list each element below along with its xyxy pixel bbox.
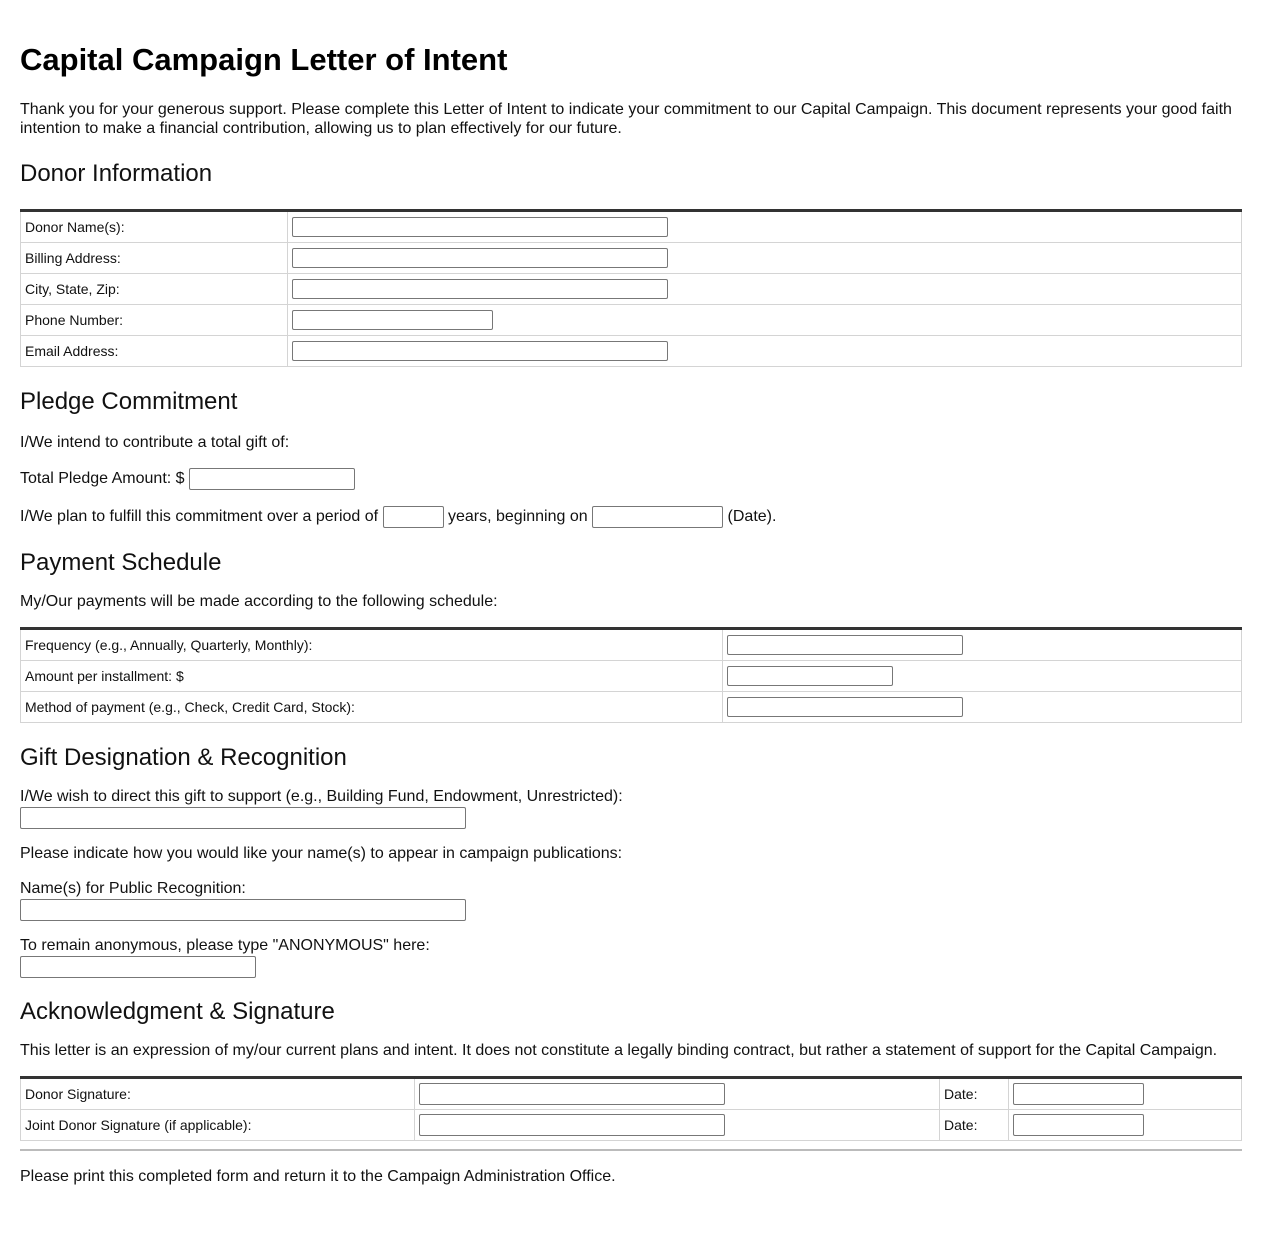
payment-schedule-intro: My/Our payments will be made according to the following schedule: [20,593,498,610]
footer-text: Please print this completed form and return it to the Campaign Administration Office. [20,1168,616,1185]
gift-designation-heading: Gift Designation & Recognition [20,744,347,771]
acknowledgment-text: This letter is an expression of my/our current plans and intent. It does not constitute a legally binding contract, but rather a statement of support for the Capital Campaign. [20,1042,1218,1059]
donor-name-label: Donor Name(s): [21,211,288,243]
pledge-commitment-heading: Pledge Commitment [20,388,238,415]
pledge-intro-text: I/We intend to contribute a total gift of: [20,434,290,451]
pledge-period-prefix: I/We plan to fulfill this commitment over a period of [20,508,379,525]
billing-address-field[interactable] [292,248,668,268]
table-row [21,629,1242,661]
donor-signature-label: Donor Signature: [21,1078,415,1110]
donor-information-heading: Donor Information [20,160,213,187]
pledge-years-field[interactable] [383,506,444,528]
donor-information-table [20,209,1242,367]
table-row [21,1078,1242,1110]
email-address-field[interactable] [292,341,668,361]
page-title: Capital Campaign Letter of Intent [20,42,508,77]
table-row [21,661,1242,692]
anonymous-field[interactable] [20,956,256,978]
total-pledge-label: Total Pledge Amount: $ [20,470,185,487]
payment-method-label: Method of payment (e.g., Check, Credit Card, Stock): [21,692,723,723]
payment-schedule-table [20,627,1242,723]
gift-direction-field[interactable] [20,807,466,829]
total-pledge-row [20,467,1242,491]
pledge-period-row [20,505,1242,529]
gift-direction-label: I/We wish to direct this gift to support (e.g., Building Fund, Endowment, Unrestricted): [20,788,623,805]
anonymous-label: To remain anonymous, please type "ANONYMOUS" here: [20,937,430,954]
table-row [21,211,1242,243]
table-row [21,243,1242,274]
total-pledge-amount-field[interactable] [189,468,355,490]
table-row [21,274,1242,305]
donor-date-field[interactable] [1013,1083,1144,1105]
city-state-zip-field[interactable] [292,279,668,299]
amount-per-installment-field[interactable] [727,666,893,686]
amount-per-installment-label: Amount per installment: $ [21,661,723,692]
signature-table [20,1076,1242,1141]
joint-donor-date-label: Date: [940,1110,1009,1141]
pledge-period-middle: years, beginning on [447,508,588,525]
joint-donor-date-field[interactable] [1013,1114,1144,1136]
billing-address-label: Billing Address: [21,243,288,274]
frequency-field[interactable] [727,635,963,655]
pledge-start-date-field[interactable] [592,506,723,528]
pledge-period-suffix: (Date). [727,508,777,525]
footer-divider [20,1149,1242,1151]
phone-number-label: Phone Number: [21,305,288,336]
city-state-zip-label: City, State, Zip: [21,274,288,305]
joint-donor-signature-label: Joint Donor Signature (if applicable): [21,1110,415,1141]
public-recognition-field[interactable] [20,899,466,921]
table-row [21,1110,1242,1141]
frequency-label: Frequency (e.g., Annually, Quarterly, Monthly): [21,629,723,661]
publications-text: Please indicate how you would like your name(s) to appear in campaign publications: [20,845,623,862]
phone-number-field[interactable] [292,310,493,330]
acknowledgment-heading: Acknowledgment & Signature [20,998,335,1025]
email-address-label: Email Address: [21,336,288,367]
donor-signature-field[interactable] [419,1083,725,1105]
donor-date-label: Date: [940,1078,1009,1110]
table-row [21,692,1242,723]
donor-name-field[interactable] [292,217,668,237]
table-row [21,305,1242,336]
joint-donor-signature-field[interactable] [419,1114,725,1136]
payment-schedule-heading: Payment Schedule [20,549,222,576]
intro-text: Thank you for your generous support. Please complete this Letter of Intent to indicate your commitment to our Capital Campaign. This document represents your good faith intention to make a financial contribution, allowing us to plan effectively for our future. [20,101,1232,137]
table-row [21,336,1242,367]
payment-method-field[interactable] [727,697,963,717]
public-recognition-label: Name(s) for Public Recognition: [20,880,246,897]
